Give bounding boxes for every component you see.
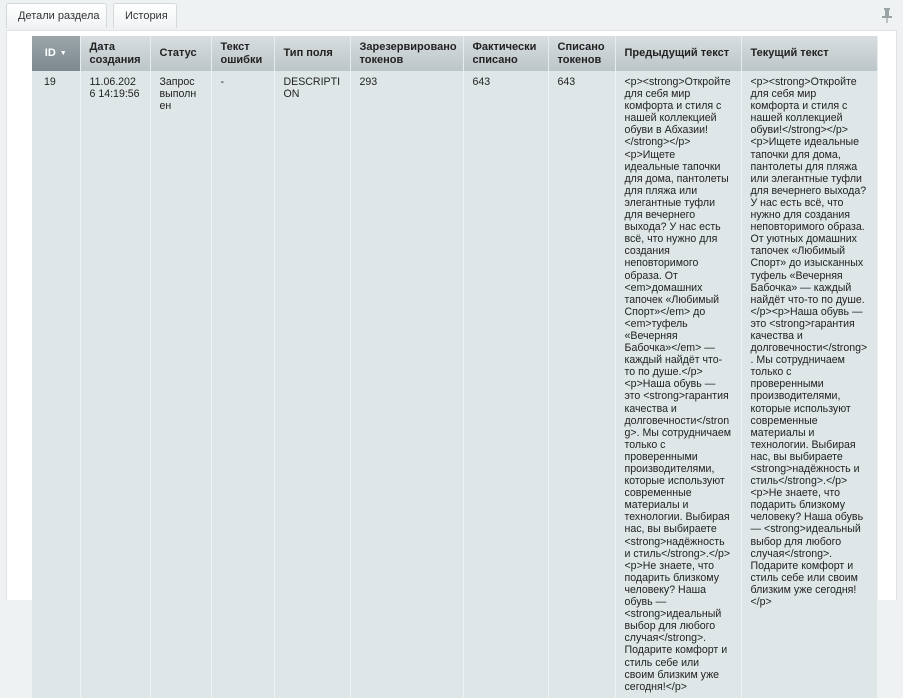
cell-field-type: DESCRIPTION bbox=[274, 71, 350, 698]
column-header-status[interactable]: Статус bbox=[150, 36, 211, 71]
table-header-row bbox=[32, 36, 877, 71]
column-header-created[interactable]: Дата создания bbox=[80, 36, 150, 71]
history-table bbox=[32, 36, 878, 698]
column-header-field-type[interactable]: Тип поля bbox=[274, 36, 350, 71]
column-header-reserved-tokens[interactable]: Зарезервировано токенов bbox=[350, 36, 463, 71]
cell-reserved-tokens: 293 bbox=[350, 71, 463, 698]
cell-previous-text: <p><strong>Откройте для себя мир комфорта и стиля с нашей коллекцией обуви в Абхазии!</strong></p><p>Ищете идеальные тапочки для дома, пантолеты для пляжа или элегантные туфли для вечернего выхода? У нас есть всё, что нужно для создания неповторимого образа. От <em>домашних тапочек «Любимый Спорт»</em> до <em>туфель «Вечерняя Бабочка»</em> — каждый найдёт что-то по душе.</p><p>Наша обувь — это <strong>гарантия качества и долговечности</strong>. Мы сотрудничаем только с проверенными производителями, которые используют современные материалы и технологии. Выбирая нас, вы выбираете <strong>надёжность и стиль</strong>.</p><p>Не знаете, что подарить близкому человеку? Наша обувь — <strong>идеальный выбор для любого случая</strong>. Подарите комфорт и стиль себе или своим близким уже сегодня!</p> bbox=[615, 71, 741, 698]
column-header-previous-text[interactable]: Предыдущий текст bbox=[615, 36, 741, 71]
cell-status: Запрос выполнен bbox=[150, 71, 211, 698]
cell-error-text: - bbox=[211, 71, 274, 698]
sort-desc-icon: ▼ bbox=[59, 50, 67, 57]
content-panel bbox=[6, 30, 897, 693]
column-header-error-text[interactable]: Текст ошибки bbox=[211, 36, 274, 71]
history-table-container bbox=[32, 36, 877, 693]
top-bar bbox=[0, 0, 903, 30]
cell-created: 11.06.2026 14:19:56 bbox=[80, 71, 150, 698]
tab-history[interactable]: История bbox=[113, 3, 177, 28]
cell-current-text: <p><strong>Откройте для себя мир комфорта и стиля с нашей коллекцией обуви!</strong></p><p>Ищете идеальные тапочки для дома, пантолеты для пляжа или элегантные туфли для вечернего выхода? У нас есть всё, что нужно для создания неповторимого образа. От уютных домашних тапочек «Любимый Спорт» до изысканных туфель «Вечерняя Бабочка» — каждый найдёт что-то по душе.</p><p>Наша обувь — это <strong>гарантия качества и долговечности</strong>. Мы сотрудничаем только с проверенными производителями, которые используют современные материалы и технологии. Выбирая нас, вы выбираете <strong>надёжность и стиль</strong>.</p><p>Не знаете, что подарить близкому человеку? Наша обувь — <strong>идеальный выбор для любого случая</strong>. Подарите комфорт и стиль себе или своим близким уже сегодня!</p> bbox=[741, 71, 877, 698]
cell-actual-charged: 643 bbox=[463, 71, 548, 698]
column-header-id[interactable]: ID ▼ bbox=[32, 36, 80, 71]
table-row[interactable] bbox=[32, 71, 877, 698]
column-header-current-text[interactable]: Текущий текст bbox=[741, 36, 877, 71]
column-header-charged-tokens[interactable]: Списано токенов bbox=[548, 36, 615, 71]
cell-charged-tokens: 643 bbox=[548, 71, 615, 698]
column-header-actual-charged[interactable]: Фактически списано bbox=[463, 36, 548, 71]
pin-icon[interactable] bbox=[881, 7, 893, 23]
tab-section-details[interactable]: Детали раздела bbox=[6, 3, 107, 28]
cell-id: 19 bbox=[32, 71, 80, 698]
